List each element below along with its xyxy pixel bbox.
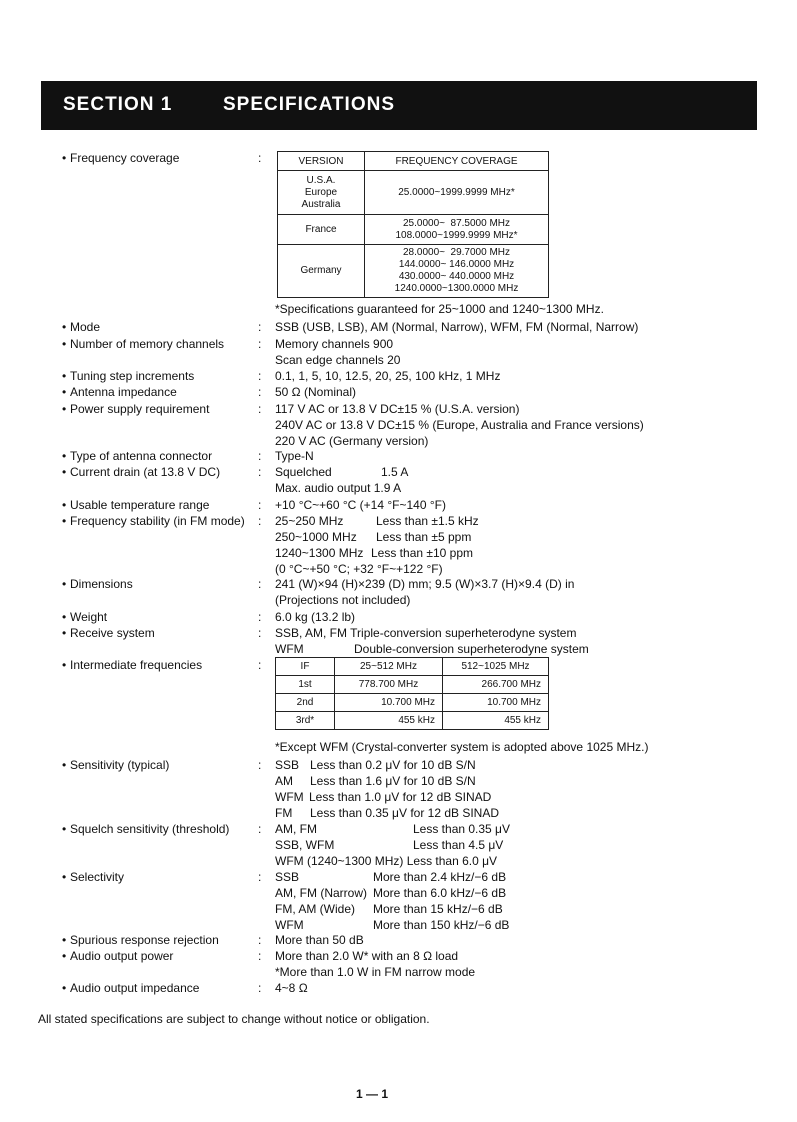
coverage-cell: 430.0000~ 440.0000 MHz [398,271,515,282]
table-cell: 10.700 MHz [335,694,443,712]
if-note: *Except WFM (Crystal-converter system is adopted above 1025 MHz.) [275,740,649,754]
table-cell: 1st [276,676,335,694]
table-cell: 3rd* [276,712,335,730]
table-header: 512~1025 MHz [443,658,549,676]
table-cell: 266.700 MHz [443,676,549,694]
version-cell: France [278,215,365,245]
frequency-coverage-table [277,151,549,298]
table-cell: 778.700 MHz [335,676,443,694]
section-banner [41,81,757,130]
version-cell: Europe [304,186,338,198]
coverage-cell: 28.0000~ 29.7000 MHz [402,247,511,258]
table-header: FREQUENCY COVERAGE [365,152,549,171]
intermediate-frequency-table [275,657,549,730]
table-header: VERSION [278,152,365,171]
version-cell: Australia [301,198,341,210]
section-number: SECTION 1 [63,94,173,115]
table-cell: 2nd [276,694,335,712]
coverage-cell: 144.0000~ 146.0000 MHz [398,259,515,270]
coverage-cell: 25.0000~1999.9999 MHz* [365,171,549,215]
footer-disclaimer: All stated specifications are subject to change without notice or obligation. [38,1012,430,1026]
page-number: 1 — 1 [356,1087,389,1101]
table-header: IF [276,658,335,676]
spec-label: Frequency coverage [70,151,180,165]
coverage-cell: 108.0000~1999.9999 MHz* [395,229,518,241]
section-title: SPECIFICATIONS [223,94,395,115]
table-cell: 455 kHz [443,712,549,730]
coverage-cell: 25.0000~ 87.5000 MHz [402,217,511,229]
table-cell: 10.700 MHz [443,694,549,712]
table-header: 25~512 MHz [335,658,443,676]
table-cell: 455 kHz [335,712,443,730]
version-cell: Germany [278,245,365,298]
coverage-cell: 1240.0000~1300.0000 MHz [394,283,519,294]
frequency-note: *Specifications guaranteed for 25~1000 and 1240~1300 MHz. [275,302,604,316]
version-cell: U.S.A. [306,174,336,186]
